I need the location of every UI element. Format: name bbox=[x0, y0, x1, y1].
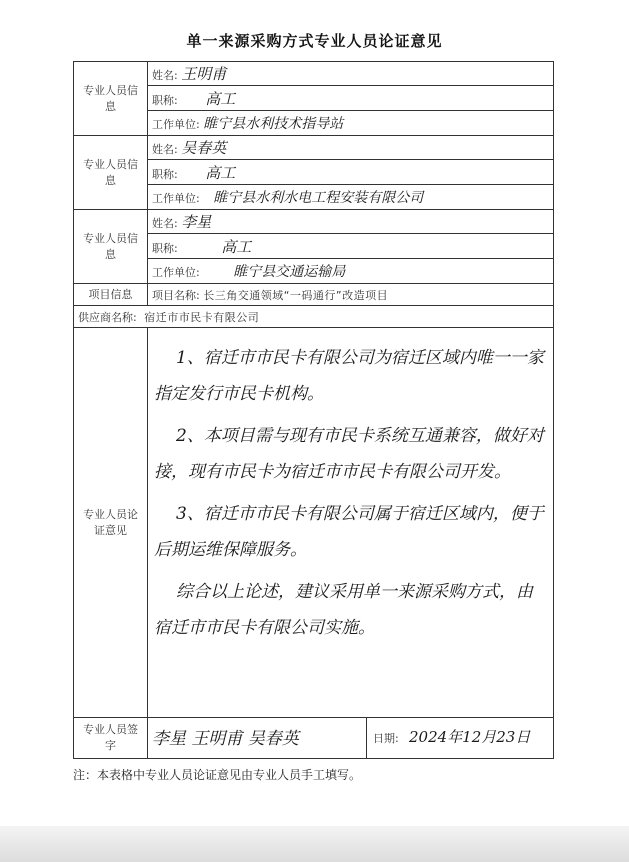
opinion-paragraph-2: 2、本项目需与现有市民卡系统互通兼容，做好对接，现有市民卡为宿迁市市民卡有限公司开发。 bbox=[154, 426, 544, 482]
signature-section-label: 专业人员签字 bbox=[74, 718, 148, 759]
title-label: 职称: bbox=[152, 93, 178, 107]
expert-1-name-row bbox=[148, 62, 554, 86]
project-section-label: 项目信息 bbox=[74, 284, 148, 306]
supplier-name: 宿迁市市民卡有限公司 bbox=[144, 310, 260, 324]
expert-3-title-row bbox=[148, 234, 554, 259]
expert-1-unit: 睢宁县水利技术指导站 bbox=[203, 116, 344, 132]
scan-bottom-edge bbox=[0, 826, 629, 862]
expert-3-name-row bbox=[148, 210, 554, 234]
name-label: 姓名: bbox=[152, 217, 178, 230]
opinion-paragraph-4: 综合以上论述，建议采用单一来源采购方式，由宿迁市市民卡有限公司实施。 bbox=[154, 582, 533, 638]
unit-label: 工作单位: bbox=[152, 266, 200, 279]
footnote: 注：本表格中专业人员论证意见由专业人员手工填写。 bbox=[73, 768, 362, 782]
expert-2-name-row bbox=[148, 136, 554, 160]
supplier-label: 供应商名称: bbox=[78, 310, 137, 324]
expert-3-section-label: 专业人员信息 bbox=[74, 210, 148, 284]
expert-2-unit: 睢宁县水利水电工程安装有限公司 bbox=[213, 190, 424, 206]
expert-2-unit-row bbox=[148, 185, 554, 210]
expert-2-title: 高工 bbox=[205, 163, 236, 182]
expert-1-title-row bbox=[148, 86, 554, 111]
title-label: 职称: bbox=[152, 241, 178, 255]
date-box bbox=[366, 718, 551, 758]
expert-opinion-form bbox=[73, 61, 554, 759]
project-name-row bbox=[148, 284, 554, 306]
unit-label: 工作单位: bbox=[152, 192, 200, 205]
date-label: 日期: bbox=[373, 732, 399, 745]
opinion-cell bbox=[148, 328, 554, 718]
page-title: 单一来源采购方式专业人员论证意见 bbox=[186, 32, 443, 50]
handwritten-signatures: 李星 王明甫 吴春英 bbox=[152, 729, 299, 749]
opinion-section-label: 专业人员论证意见 bbox=[74, 328, 148, 718]
expert-2-title-row bbox=[148, 160, 554, 185]
title-label: 职称: bbox=[152, 167, 178, 181]
expert-3-unit: 睢宁县交通运输局 bbox=[233, 264, 346, 280]
expert-2-name: 吴春英 bbox=[181, 139, 227, 157]
expert-1-name: 王明甫 bbox=[181, 65, 227, 83]
expert-3-unit-row bbox=[148, 259, 554, 284]
opinion-text bbox=[154, 340, 546, 652]
signature-cell bbox=[148, 718, 554, 759]
opinion-paragraph-1: 1、宿迁市市民卡有限公司为宿迁区域内唯一一家指定发行市民卡机构。 bbox=[154, 348, 544, 404]
supplier-row bbox=[74, 306, 554, 328]
name-label: 姓名: bbox=[152, 143, 178, 156]
project-name: 长三角交通领域“一码通行”改造项目 bbox=[203, 288, 389, 302]
project-name-label: 项目名称: bbox=[152, 288, 200, 302]
expert-3-title: 高工 bbox=[221, 237, 252, 256]
date-value: 2024年12月23日 bbox=[409, 728, 531, 746]
opinion-paragraph-3: 3、宿迁市市民卡有限公司属于宿迁区域内，便于后期运维保障服务。 bbox=[154, 504, 544, 560]
expert-1-section-label: 专业人员信息 bbox=[74, 62, 148, 136]
expert-1-unit-row bbox=[148, 111, 554, 136]
expert-2-section-label: 专业人员信息 bbox=[74, 136, 148, 210]
name-label: 姓名: bbox=[152, 69, 178, 82]
expert-1-title: 高工 bbox=[205, 89, 236, 108]
expert-3-name: 李星 bbox=[181, 213, 212, 231]
unit-label: 工作单位: bbox=[152, 118, 200, 131]
